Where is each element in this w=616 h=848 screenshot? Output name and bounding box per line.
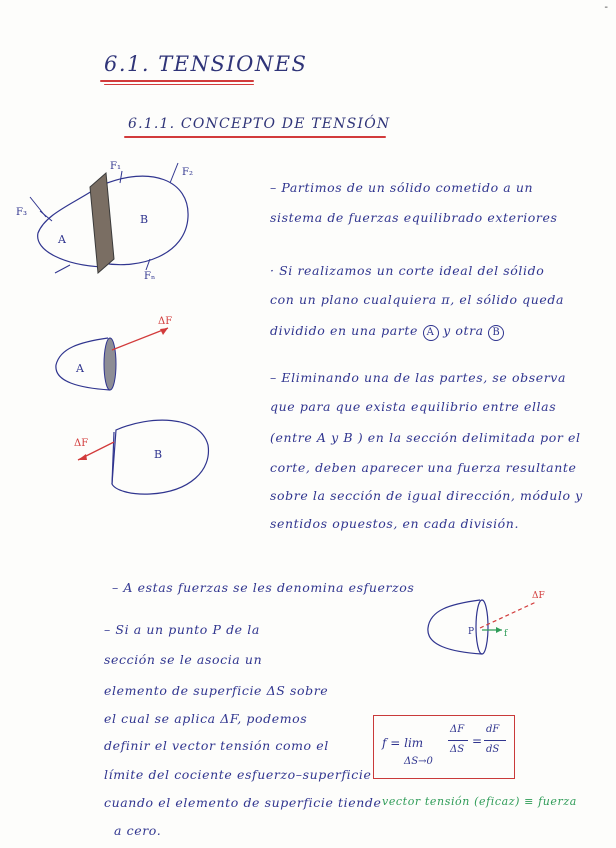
formula-den1: ΔS	[450, 744, 465, 755]
formula-eq: =	[472, 734, 483, 748]
point-p-figure	[420, 590, 570, 670]
para-4-line-6: límite del cociente esfuerzo–superficie	[104, 767, 372, 782]
para-2-line-1: · Si realizamos un corte ideal del sólido	[270, 263, 545, 278]
para-4-line-7: cuando el elemento de superficie tiende	[104, 795, 382, 810]
fig3-mdF: ΔF	[74, 438, 89, 449]
title-underline	[100, 80, 254, 82]
para-3-line-3	[270, 430, 581, 445]
subsection-underline	[124, 136, 386, 138]
fig1-f2: F₂	[182, 167, 193, 178]
part-a-figure	[40, 310, 200, 400]
fig1-label-a: A	[58, 233, 66, 246]
para-1-line-2: sistema de fuerzas equilibrado exteriores	[270, 210, 558, 225]
fig4-f: f	[504, 629, 508, 639]
fig3-label-b: B	[154, 448, 163, 461]
para-4-line-5: definir el vector tensión como el	[104, 738, 329, 753]
para-2-line-2: con un plano cualquiera π, el sólido queda	[270, 292, 565, 307]
formula-sub: ΔS→0	[404, 756, 433, 767]
para-4-line-2: sección se le asocia un	[104, 652, 263, 667]
fig2-label-a: A	[76, 362, 84, 375]
para-4-line-4: el cual se aplica ΔF, podemos	[104, 711, 308, 726]
para-1-line-1: – Partimos de un sólido cometido a un	[270, 180, 534, 195]
formula-num2: dF	[486, 724, 500, 735]
subsection-title: 6.1.1. CONCEPTO DE TENSIÓN	[128, 116, 391, 132]
para-2-line-3	[270, 323, 504, 341]
para-3-seccion: ) en la sección delimitada por el	[357, 430, 581, 445]
para-4-line-3: elemento de superficie ΔS sobre	[104, 683, 329, 698]
para-3-line-4: corte, deben aparecer una fuerza resultante	[270, 460, 577, 475]
para-3-line-1: – Eliminando una de las partes, se observa	[270, 370, 567, 385]
solid-figure	[10, 155, 250, 290]
green-note: vector tensión (eficaz) ≡ fuerza	[382, 795, 577, 808]
esfuerzos-line: – A estas fuerzas se les denomina esfuerzos	[112, 580, 415, 595]
fig1-fn: Fₙ	[144, 271, 156, 282]
section-title: 6.1. TENSIONES	[104, 52, 308, 76]
fig1-f1: F₁	[110, 161, 121, 172]
para-3-ab: A y B	[316, 430, 354, 445]
formula-lhs: f = lim	[382, 736, 424, 750]
formula-num1: ΔF	[450, 724, 465, 735]
formula-den2: dS	[486, 744, 500, 755]
fig1-f3: F₃	[16, 207, 27, 218]
para-3-entre: (entre	[270, 430, 313, 445]
para-4-line-8: a cero.	[114, 823, 162, 838]
para-3-line-5: sobre la sección de igual dirección, módulo y	[270, 488, 583, 503]
fig4-P: P	[468, 627, 475, 637]
part-a-circle: A	[423, 325, 439, 341]
para-4-line-1: – Si a un punto P de la	[104, 622, 260, 637]
part-b-circle: B	[488, 325, 504, 341]
para-2-part-b-text: y otra	[443, 323, 484, 338]
part-b-figure	[70, 410, 220, 505]
fig1-label-b: B	[140, 213, 149, 226]
para-2-part-a-text: dividido en una parte	[270, 323, 418, 338]
para-3-line-2: que para que exista equilibrio entre ellas	[270, 399, 557, 414]
title-underline-2	[104, 84, 254, 85]
para-3-line-6: sentidos opuestos, en cada división.	[270, 516, 520, 531]
fig2-dF: ΔF	[158, 316, 173, 327]
formula-box	[373, 715, 515, 779]
formula-fraction-bar-2	[484, 740, 506, 741]
fig4-dF: ΔF	[532, 591, 545, 601]
formula-fraction-bar-1	[448, 740, 468, 741]
corner-mark: -	[604, 2, 608, 13]
